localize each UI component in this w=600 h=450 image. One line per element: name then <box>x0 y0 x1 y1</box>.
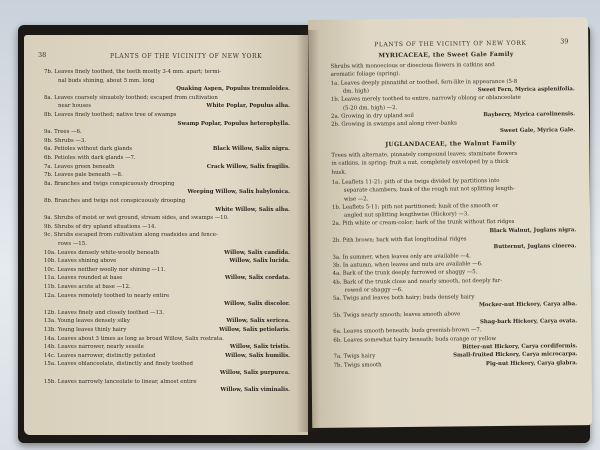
key-line: 5b. Twigs nearly smooth; leaves smooth above <box>333 311 461 319</box>
key-line: 4b. Bark of the trunk close and nearly smooth, not deeply fur- <box>332 277 503 286</box>
key-line: 2a. Growing in dry upland soil <box>330 112 414 120</box>
taxon-name: Shag-bark Hickory, Carya ovata. <box>479 318 578 326</box>
left-page <box>24 35 308 435</box>
left-running-head: PLANTS OF THE VICINITY OF NEW YORK <box>110 53 263 60</box>
key-line: 1b. Leaflets 5-11; pith not partitioned; husk of the smooth or <box>331 202 499 211</box>
key-line: 8a. Branches and twigs conspicuously drooping <box>44 180 175 187</box>
taxon-name: Quaking Aspen, Populus tremuloides. <box>176 86 290 93</box>
taxon-name: White Poplar, Populus alba. <box>206 103 290 110</box>
taxon-name: Willow, Salix viminalis. <box>220 387 290 394</box>
key-line: 1a. Leaves deeply pinnatifid or toothed, fern-like in appearance (5-8 <box>330 78 518 87</box>
family-intro-line: Shrubs with monoecious or dioecious flowers in catkins and <box>330 62 495 70</box>
key-line: 12b. Leaves finely and closely toothed —13. <box>44 309 165 316</box>
key-line: 9b. Shrubs —3. <box>44 137 86 144</box>
family-intro-line: aromatic foliage (spring). <box>330 71 401 79</box>
key-line: 2b. Pith brown; bark with flat longitudinal ridges <box>332 236 467 244</box>
taxon-name: Crack Willow, Salix fragilis. <box>206 163 290 170</box>
key-line: 8a. Leaves coarsely sinuately toothed; escaped from cultivation <box>44 94 218 101</box>
key-line: rowed or shaggy —6. <box>344 286 403 294</box>
key-line: 14c. Leaves narrower, distinctly petioled <box>44 352 156 359</box>
key-line: 5a. Twigs and leaves both hairy; buds densely hairy <box>332 294 475 302</box>
key-line: (5-20 dm. high) —2. <box>342 104 398 112</box>
key-line: 11b. Leaves acute at base —12. <box>44 284 131 290</box>
key-line: 2b. Growing in swamps and along river-banks <box>331 120 457 128</box>
key-line: nal buds shining, about 5 mm. long <box>58 77 155 84</box>
key-line: 11a. Leaves rounded at base <box>44 275 123 282</box>
family-intro-line: husk. <box>331 169 347 176</box>
key-line: dm. high) <box>342 88 369 95</box>
taxon-name: Swamp Poplar, Populus heterophylla. <box>177 120 290 127</box>
taxon-name: Black Walnut, Juglans nigra. <box>489 226 577 234</box>
key-line: 7b. Leaves pale beneath —8. <box>44 172 123 179</box>
key-line: 6b. Petioles with dark glands —7. <box>44 155 136 161</box>
key-line: near houses <box>58 103 92 110</box>
left-page-number: 38 <box>38 51 47 59</box>
key-line: 8b. Branches and twigs not conspicuously drooping <box>44 198 186 204</box>
key-line: 14b. Leaves narrower, nearly sessile <box>44 344 144 351</box>
taxon-name: Sweet Fern, Myrica asplenifolia. <box>477 86 575 94</box>
taxon-name: Mocker-nut Hickory, Carya alba. <box>478 301 578 309</box>
key-line: 8b. Leaves finely toothed; native tree of swamps <box>44 112 177 118</box>
right-page-number: 39 <box>560 37 569 46</box>
taxon-name: Weeping Willow, Salix babylonica. <box>187 189 290 196</box>
key-line: 4a. Bark of the trunk deeply furrowed or shaggy —5. <box>332 269 478 277</box>
taxon-name: Butternut, Juglans cinerea. <box>493 243 577 251</box>
key-line: 7a. Twigs hairy <box>333 353 376 360</box>
family-heading-juglandaceae: JUGLANDACEAE, the Walnut Family <box>385 139 517 148</box>
key-line: 1a. Leaflets 11-21; pith of the twigs divided by partitions into <box>331 177 500 186</box>
taxon-name: Willow, Salix sericea. <box>226 318 290 325</box>
right-page <box>308 17 592 428</box>
key-line: 10c. Leaves neither woolly nor shining —11. <box>44 266 166 273</box>
taxon-name: Willow, Salix cordata. <box>224 275 290 282</box>
taxon-name: Sweet Gale, Myrica Gale. <box>499 127 576 135</box>
key-line: rows —15. <box>58 241 87 247</box>
key-line: 6b. Leaves somewhat hairy beneath; buds orange or yellow <box>333 335 497 344</box>
key-line: 7b. Leaves finely toothed, the teeth mostly 3-4 mm. apart; termi- <box>44 69 222 75</box>
key-line: 15b. Leaves narrowly lanceolate to linear, almost entire <box>44 378 197 385</box>
key-line: 13a. Young leaves densely silky <box>44 318 130 325</box>
key-line: 2a. Pith white or cream-color; bark of the trunk without flat ridges <box>332 219 515 228</box>
right-running-head: PLANTS OF THE VICINITY OF NEW YORK <box>374 39 527 49</box>
taxon-name: Willow, Salix petiolaris. <box>219 327 290 333</box>
taxon-name: Bitter-nut Hickory, Carya cordiformis. <box>462 343 578 351</box>
taxon-name: Willow, Salix discolor. <box>224 301 290 308</box>
key-line: 7a. Leaves green beneath <box>44 163 115 170</box>
taxon-name: Willow, Salix candida. <box>224 249 290 256</box>
book-gutter <box>296 30 320 432</box>
key-line: 9a. Trees —6. <box>44 129 82 136</box>
family-heading-myricaceae: MYRICACEAE, the Sweet Gale Family <box>378 50 514 60</box>
key-line: 9c. Shrubs escaped from cultivation along roadsides and fence- <box>44 232 218 239</box>
taxon-name: Pig-nut Hickory, Carya glabra. <box>485 359 578 367</box>
key-line: 12a. Leaves remotely toothed to nearly entire <box>44 292 170 299</box>
key-line: 9a. Shrubs of moist or wet ground, stream sides, and swamps —10. <box>44 215 229 222</box>
key-line: 9b. Shrubs of dry upland situations —14. <box>44 223 157 230</box>
family-intro-line: Trees with alternate, pinnately compound leaves; staminate flowers <box>331 150 518 159</box>
taxon-name: White Willow, Salix alba. <box>215 206 290 213</box>
key-line: 15a. Leaves oblanceolate, distinctly and finely toothed <box>44 361 193 368</box>
family-intro-line: in catkins, in spring; fruit a nut, completely enveloped by a thick <box>331 159 509 168</box>
key-line: 7b. Twigs smooth <box>333 361 382 369</box>
key-line: 13b. Young leaves thinly hairy <box>44 327 127 333</box>
key-line: 10b. Leaves shining above <box>44 258 117 265</box>
key-line: 1b. Leaves merely toothed to entire, narrowly oblong or oblanceolate <box>330 94 521 103</box>
key-line: 6a. Petioles without dark glands <box>44 146 133 153</box>
key-line: 10a. Leaves densely white-woolly beneath <box>44 249 160 256</box>
key-line: 14a. Leaves about 3 times as long as broad Willow, Salix rostrata. <box>44 335 224 342</box>
key-line: wise —2. <box>343 195 369 203</box>
taxon-name: Willow, Salix humilis. <box>225 352 290 359</box>
taxon-name: Willow, Salix purpurea. <box>219 370 290 376</box>
taxon-name: Small-fruited Hickory, Carya microcarpa. <box>453 351 578 359</box>
key-line: 3b. In autumn, when leaves and nuts are available —6. <box>332 261 483 269</box>
key-line: separate chambers; husk of the rough nut not splitting length- <box>343 186 515 194</box>
taxon-name: Black Willow, Salix nigra. <box>212 146 290 153</box>
key-line: angled nut splitting lengthwise (Hickory) —3. <box>344 211 469 219</box>
taxon-name: Willow, Salix lucida. <box>229 258 290 265</box>
key-line: 3a. In summer, when leaves only are available —4. <box>332 252 471 261</box>
taxon-name: Willow, Salix tristis. <box>229 344 290 351</box>
taxon-name: Bayberry, Myrica carolinensis. <box>483 111 576 118</box>
key-line: 6a. Leaves smooth beneath; buds greenish-brown —7. <box>333 327 482 336</box>
